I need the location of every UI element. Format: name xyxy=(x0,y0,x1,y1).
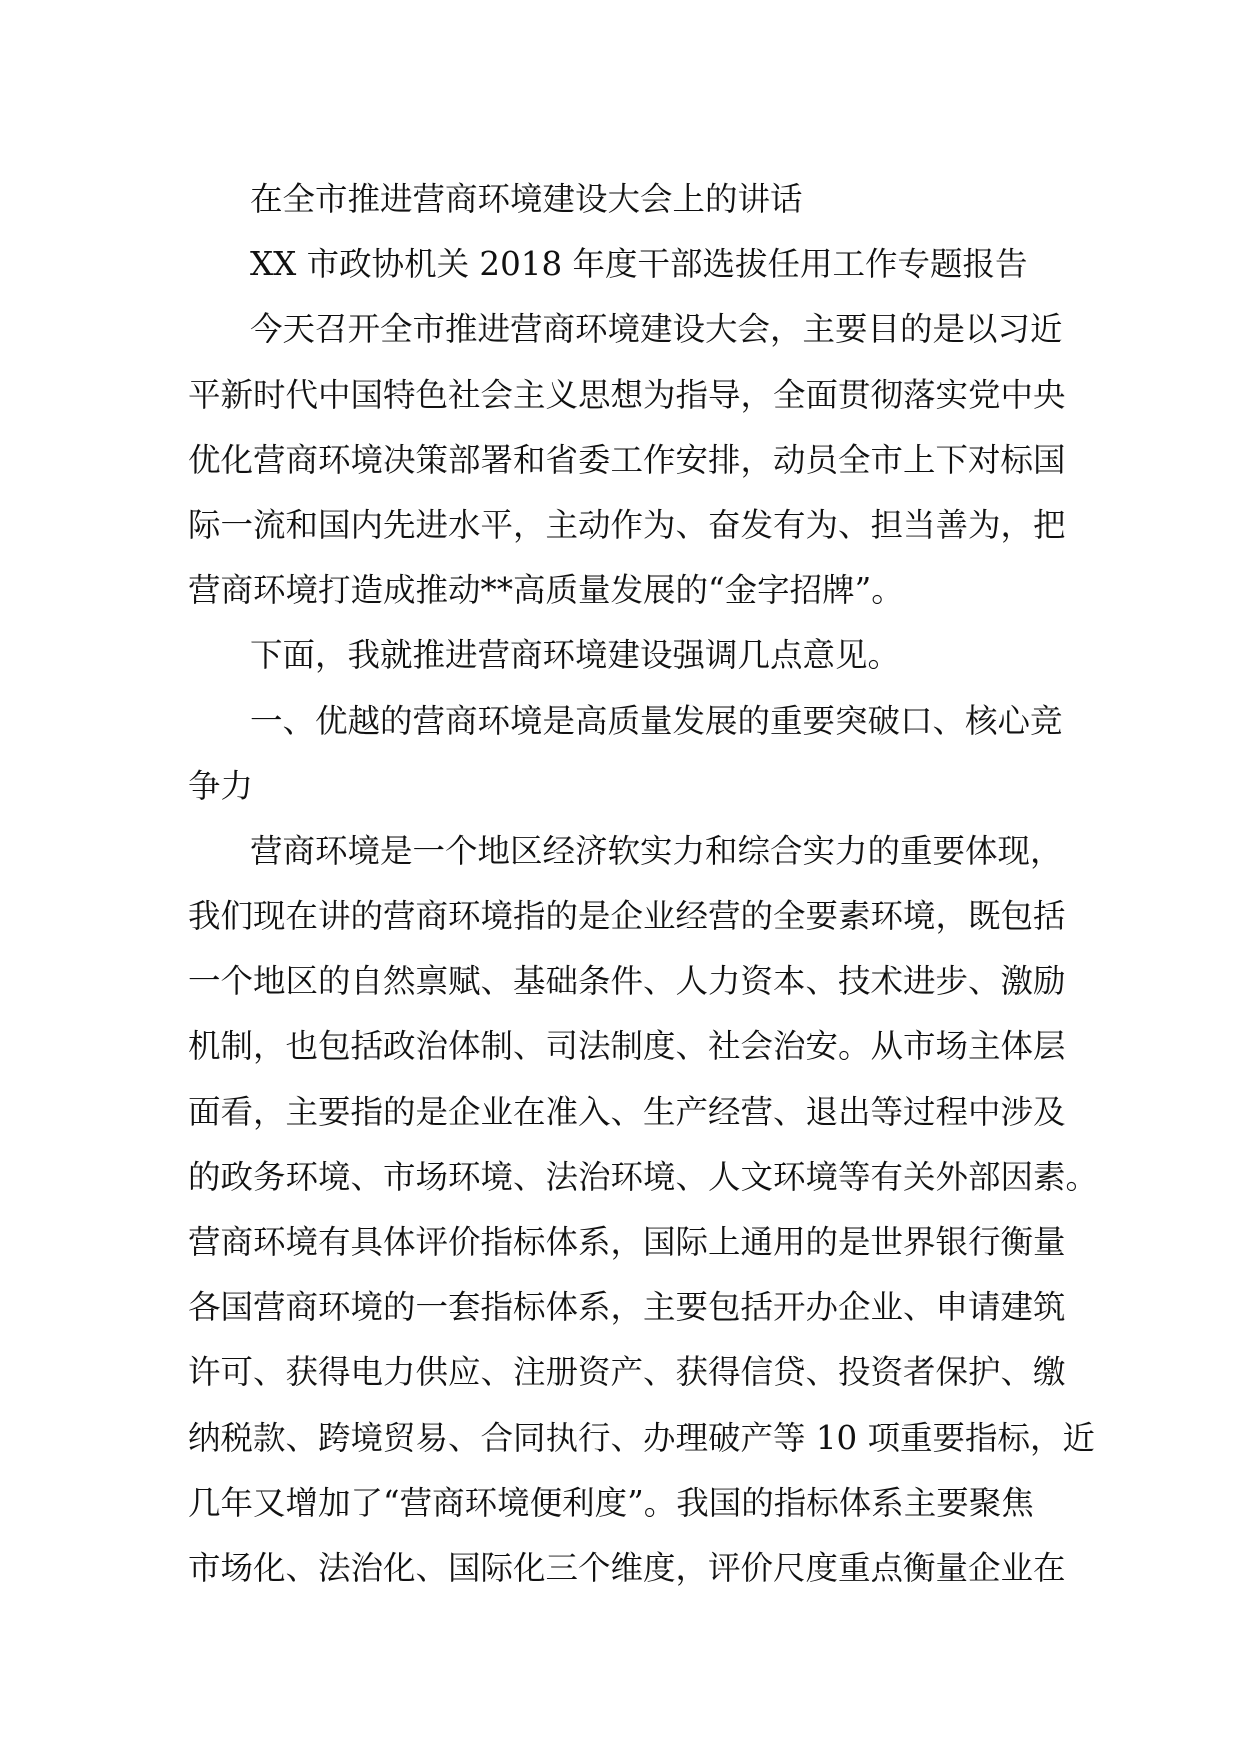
paragraph-3-line-11: 几年又增加了“营商环境便利度”。我国的指标体系主要聚焦 xyxy=(188,1483,1034,1522)
section-heading-1-line-2: 争力 xyxy=(188,766,254,805)
document-subtitle: XX 市政协机关 2018 年度干部选拔任用工作专题报告 xyxy=(250,245,1028,284)
paragraph-2-line-1: 下面，我就推进营商环境建设强调几点意见。 xyxy=(250,636,901,675)
paragraph-1-line-1: 今天召开全市推进营商环境建设大会，主要目的是以习近 xyxy=(250,310,1063,349)
paragraph-1-line-3: 优化营商环境决策部署和省委工作安排，动员全市上下对标国 xyxy=(188,440,1066,479)
paragraph-3-line-3: 一个地区的自然禀赋、基础条件、人力资本、技术进步、激励 xyxy=(188,962,1066,1001)
section-heading-1-line-1: 一、优越的营商环境是高质量发展的重要突破口、核心竞 xyxy=(250,701,1063,740)
paragraph-3-line-7: 营商环境有具体评价指标体系，国际上通用的是世界银行衡量 xyxy=(188,1223,1066,1261)
paragraph-3-line-10: 纳税款、跨境贸易、合同执行、办理破产等 10 项重要指标，近 xyxy=(188,1418,1096,1457)
paragraph-3-line-8: 各国营商环境的一套指标体系，主要包括开办企业、申请建筑 xyxy=(188,1288,1066,1327)
paragraph-3-line-4: 机制，也包括政治体制、司法制度、社会治安。从市场主体层 xyxy=(188,1027,1066,1066)
paragraph-1-line-5: 营商环境打造成推动**高质量发展的“金字招牌”。 xyxy=(188,571,904,610)
paragraph-3-line-5: 面看，主要指的是企业在准入、生产经营、退出等过程中涉及 xyxy=(188,1092,1066,1131)
paragraph-3-line-6: 的政务环境、市场环境、法治环境、人文环境等有关外部因素。 xyxy=(188,1157,1099,1196)
document-title: 在全市推进营商环境建设大会上的讲话 xyxy=(250,180,803,218)
paragraph-3-line-1: 营商环境是一个地区经济软实力和综合实力的重要体现， xyxy=(250,831,1063,870)
paragraph-1-line-2: 平新时代中国特色社会主义思想为指导，全面贯彻落实党中央 xyxy=(188,375,1066,414)
paragraph-1-line-4: 际一流和国内先进水平，主动作为、奋发有为、担当善为，把 xyxy=(188,505,1066,544)
paragraph-3-line-9: 许可、获得电力供应、注册资产、获得信贷、投资者保护、缴 xyxy=(188,1353,1066,1392)
paragraph-3-line-2: 我们现在讲的营商环境指的是企业经营的全要素环境，既包括 xyxy=(188,897,1066,936)
paragraph-3-line-12: 市场化、法治化、国际化三个维度，评价尺度重点衡量企业在 xyxy=(188,1548,1066,1587)
document-body xyxy=(188,167,1099,1601)
